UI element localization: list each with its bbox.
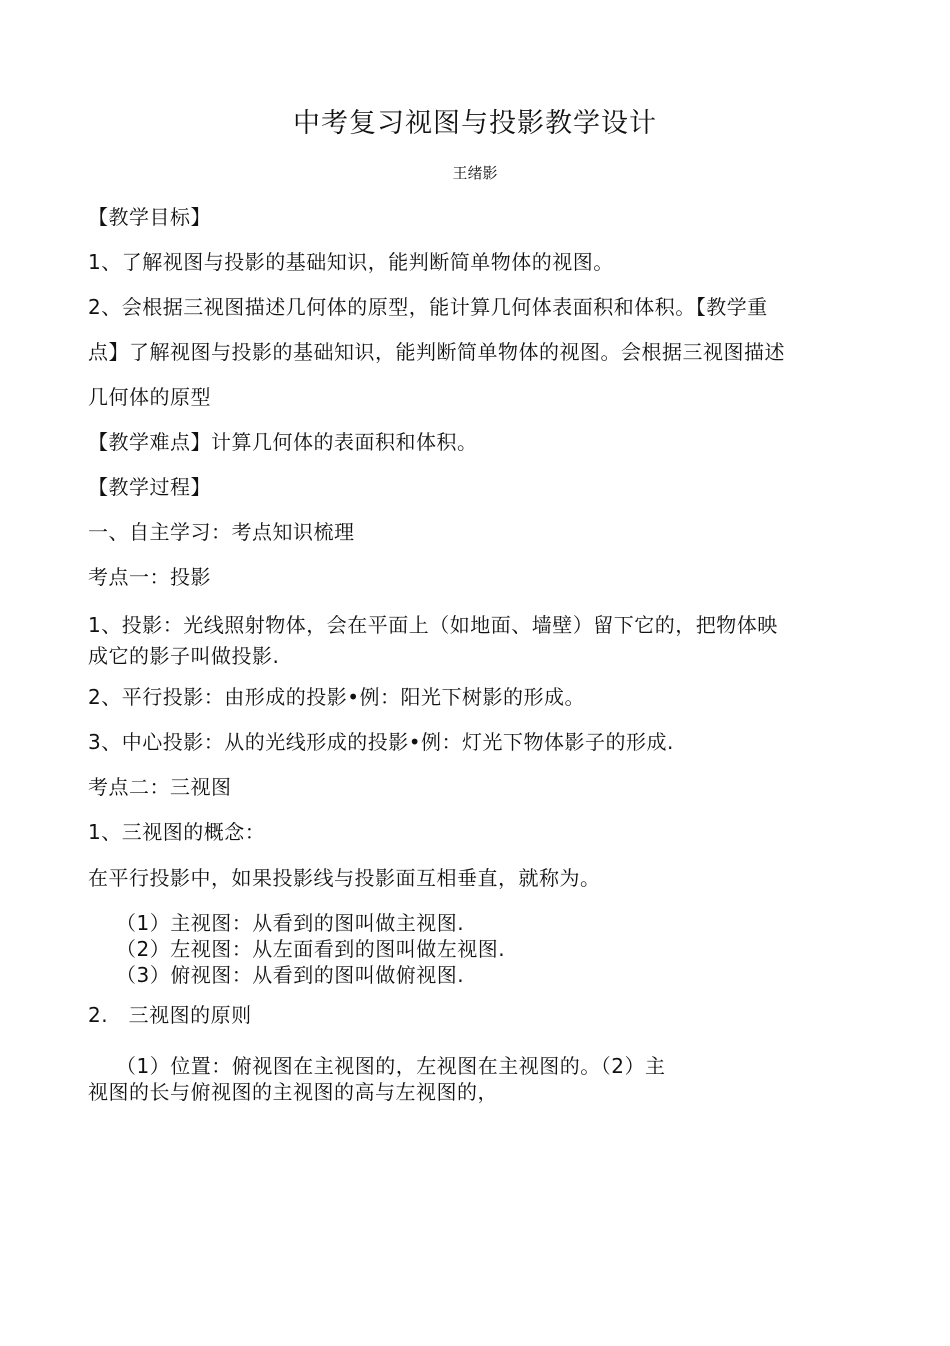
principle-size: 视图的长与俯视图的主视图的高与左视图的， (88, 1080, 498, 1104)
projection-definition: 1、投影：光线照射物体，会在平面上（如地面、墙壁）留下它的，把物体映 (88, 613, 778, 637)
key-points-text: 点】了解视图与投影的基础知识，能判断简单物体的视图。会根据三视图描述 (88, 340, 785, 364)
subsection-self-study: 一、自主学习：考点知识梳理 (88, 520, 355, 544)
principle-position: （1）位置：俯视图在主视图的，左视图在主视图的。（2）主 (116, 1054, 666, 1078)
top-view-item: （3）俯视图：从看到的图叫做俯视图. (116, 963, 465, 987)
parallel-projection: 2、平行投影：由形成的投影•例：阳光下树影的形成。 (88, 685, 586, 709)
goal-item-1: 1、了解视图与投影的基础知识，能判断简单物体的视图。 (88, 250, 614, 274)
three-views-principles: 2. 三视图的原则 (88, 1003, 252, 1027)
topic-1-heading: 考点一：投影 (88, 565, 211, 589)
projection-definition-cont: 成它的影子叫做投影. (88, 644, 280, 668)
section-heading-process: 【教学过程】 (88, 475, 211, 499)
three-views-definition: 在平行投影中，如果投影线与投影面互相垂直，就称为。 (88, 866, 601, 890)
left-view-item: （2）左视图：从左面看到的图叫做左视图. (116, 937, 506, 961)
three-views-concept: 1、三视图的概念： (88, 820, 266, 844)
key-points-text-cont: 几何体的原型 (88, 385, 211, 409)
document-title: 中考复习视图与投影教学设计 (293, 108, 657, 139)
central-projection: 3、中心投影：从的光线形成的投影•例：灯光下物体影子的形成. (88, 730, 674, 754)
topic-2-heading: 考点二：三视图 (88, 775, 232, 799)
difficulty-text: 【教学难点】计算几何体的表面积和体积。 (88, 430, 478, 454)
front-view-item: （1）主视图：从看到的图叫做主视图. (116, 911, 465, 935)
document-author: 王绪影 (452, 164, 498, 182)
section-heading-goals: 【教学目标】 (88, 205, 211, 229)
goal-item-2: 2、会根据三视图描述几何体的原型，能计算几何体表面积和体积。【教学重 (88, 295, 768, 319)
